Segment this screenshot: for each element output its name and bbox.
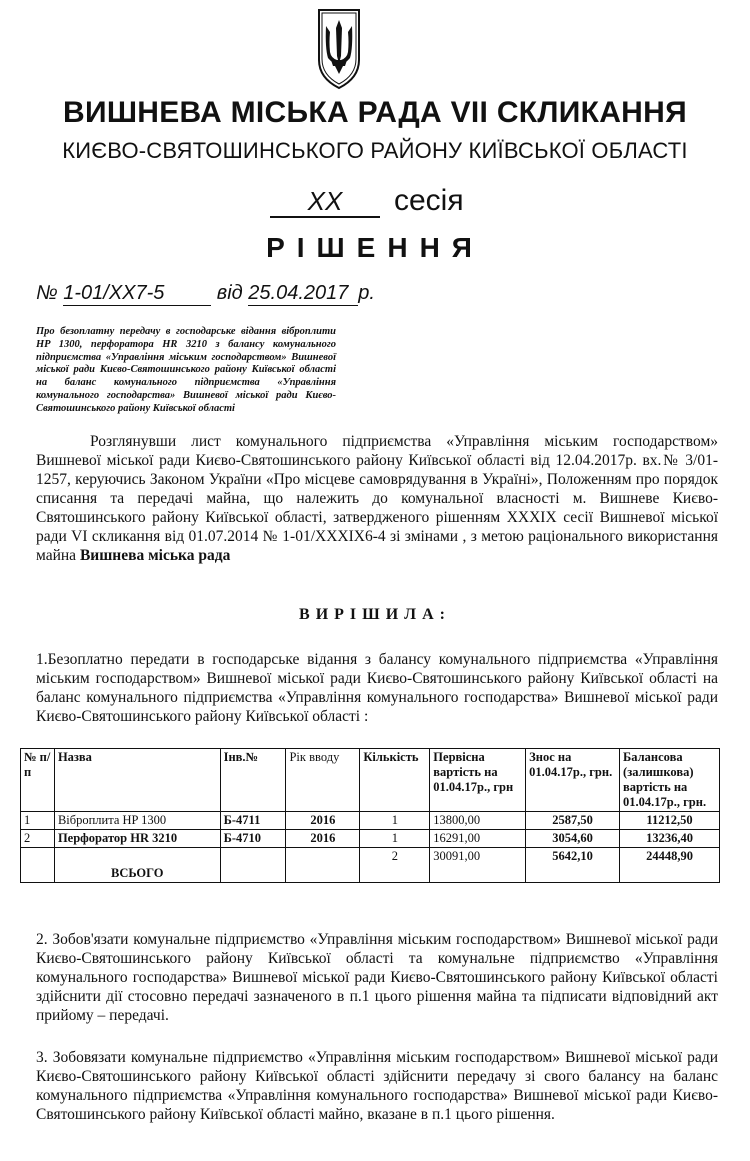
decision-date: 25.04.2017 bbox=[248, 282, 358, 306]
total-empty-year bbox=[286, 848, 360, 883]
decision-number: 1-01/XX7-5 bbox=[63, 282, 211, 306]
cell-wear: 2587,50 bbox=[526, 812, 620, 830]
cell-qty: 1 bbox=[360, 812, 430, 830]
district-name: КИЄВО-СВЯТОШИНСЬКОГО РАЙОНУ КИЇВСЬКОЇ ОБЛАСТІ bbox=[62, 138, 688, 163]
total-empty-inv bbox=[220, 848, 286, 883]
cell-name: Перфоратор HR 3210 bbox=[54, 830, 220, 848]
date-suffix: р. bbox=[358, 282, 375, 304]
session-number: XX bbox=[270, 186, 380, 218]
total-empty-num bbox=[21, 848, 55, 883]
trident-coat-of-arms-icon bbox=[316, 8, 362, 90]
header-initial: Первісна вартість на 01.04.17р., грн bbox=[430, 749, 526, 812]
cell-balance: 11212,50 bbox=[620, 812, 720, 830]
cell-inv: Б-4711 bbox=[220, 812, 286, 830]
intro-bold-end: Вишнева міська рада bbox=[79, 547, 231, 564]
council-name: ВИШНЕВА МІСЬКА РАДА VII СКЛИКАННЯ bbox=[63, 96, 687, 129]
total-label: ВСЬОГО bbox=[54, 848, 220, 883]
header-qty: Кількість bbox=[360, 749, 430, 812]
cell-year: 2016 bbox=[286, 812, 360, 830]
cell-year: 2016 bbox=[286, 830, 360, 848]
decision-subject: Про безоплатну передачу в господарське відання віброплити HP 1300, перфоратора HR 3210 з балансу комунального підприємства «Управління міським господарством» Вишневої міської ради Києво-Святошинського району Київської області на баланс комунального підприємства «Управління комунального господарства» Вишневої міської ради Києво-Святошинського району Київської області bbox=[36, 326, 336, 414]
intro-text: Розглянувши лист комунального підприємства «Управління міським господарством» Вишневої міської ради Києво-Святошинського району Київської області від 12.04.2017р. вх.№ 3/01-1257, керуючись Законом України «Про місцеве самоврядування в Україні», Положенням про порядок списання та передачі майна, що належить до комунальної власності м. Вишневе Києво-Святошинського району Київської області, затвердженого рішенням XXXIX сесії Вишневої міської ради VI скликання від 01.07.2014 № 1-01/XXXIX6-4 зі змінами , з метою раціонального використання майна bbox=[36, 433, 718, 564]
cell-qty: 1 bbox=[360, 830, 430, 848]
decision-number-line bbox=[36, 282, 375, 306]
header-year: Рік вводу bbox=[286, 749, 360, 812]
cell-inv: Б-4710 bbox=[220, 830, 286, 848]
document-type-title: РІШЕННЯ bbox=[266, 232, 484, 263]
date-prefix: від bbox=[216, 282, 243, 304]
total-initial: 30091,00 bbox=[430, 848, 526, 883]
session-line bbox=[270, 184, 464, 218]
header-inv: Інв.№ bbox=[220, 749, 286, 812]
header-name: Назва bbox=[54, 749, 220, 812]
session-word: сесія bbox=[394, 184, 464, 217]
intro-paragraph bbox=[36, 432, 718, 565]
total-qty: 2 bbox=[360, 848, 430, 883]
table-row bbox=[21, 812, 720, 830]
cell-num: 1 bbox=[21, 812, 55, 830]
cell-name: Віброплита HP 1300 bbox=[54, 812, 220, 830]
item-3-paragraph: 3. Зобовязати комунальне підприємство «Управління міським господарством» Вишневої міської ради Києво-Святошинського району Київської області здійснити передачу зі свого балансу на баланс комунального підприємства «Управління комунального господарства» Вишневої міської ради Києво-Святошинського району Київської області майно, вказане в п.1 цього рішення. bbox=[36, 1049, 718, 1123]
table-header-row bbox=[21, 749, 720, 812]
cell-wear: 3054,60 bbox=[526, 830, 620, 848]
item-2-paragraph: 2. Зобов'язати комунальне підприємство «Управління міським господарством» Вишневої міської ради Києво-Святошинського району Київської області та комунальне підприємство «Управління комунального господарства» Вишневої міської ради Києво-Святошинського району Київської області здійснити дії стосовно передачі зазначеного в п.1 цього рішення майна та підписати відповідний акт прийому – передачі. bbox=[36, 931, 718, 1024]
cell-num: 2 bbox=[21, 830, 55, 848]
header-wear: Знос на 01.04.17р., грн. bbox=[526, 749, 620, 812]
table-total-row bbox=[21, 848, 720, 883]
table-row bbox=[21, 830, 720, 848]
header-balance: Балансова (залишкова) вартість на 01.04.17р., грн. bbox=[620, 749, 720, 812]
total-wear: 5642,10 bbox=[526, 848, 620, 883]
resolved-heading: ВИРІШИЛА: bbox=[299, 606, 451, 623]
item-1-paragraph: 1.Безоплатно передати в господарське відання з балансу комунального підприємства «Управління міським господарством» Вишневої міської ради Києво-Святошинського району Київської області на баланс комунального підприємства «Управління комунального господарства» Вишневої міської ради Києво-Святошинського району Київської області : bbox=[36, 651, 718, 725]
assets-table bbox=[20, 748, 720, 883]
cell-balance: 13236,40 bbox=[620, 830, 720, 848]
cell-initial: 13800,00 bbox=[430, 812, 526, 830]
total-balance: 24448,90 bbox=[620, 848, 720, 883]
cell-initial: 16291,00 bbox=[430, 830, 526, 848]
number-prefix: № bbox=[36, 282, 58, 304]
header-num: № п/п bbox=[21, 749, 55, 812]
